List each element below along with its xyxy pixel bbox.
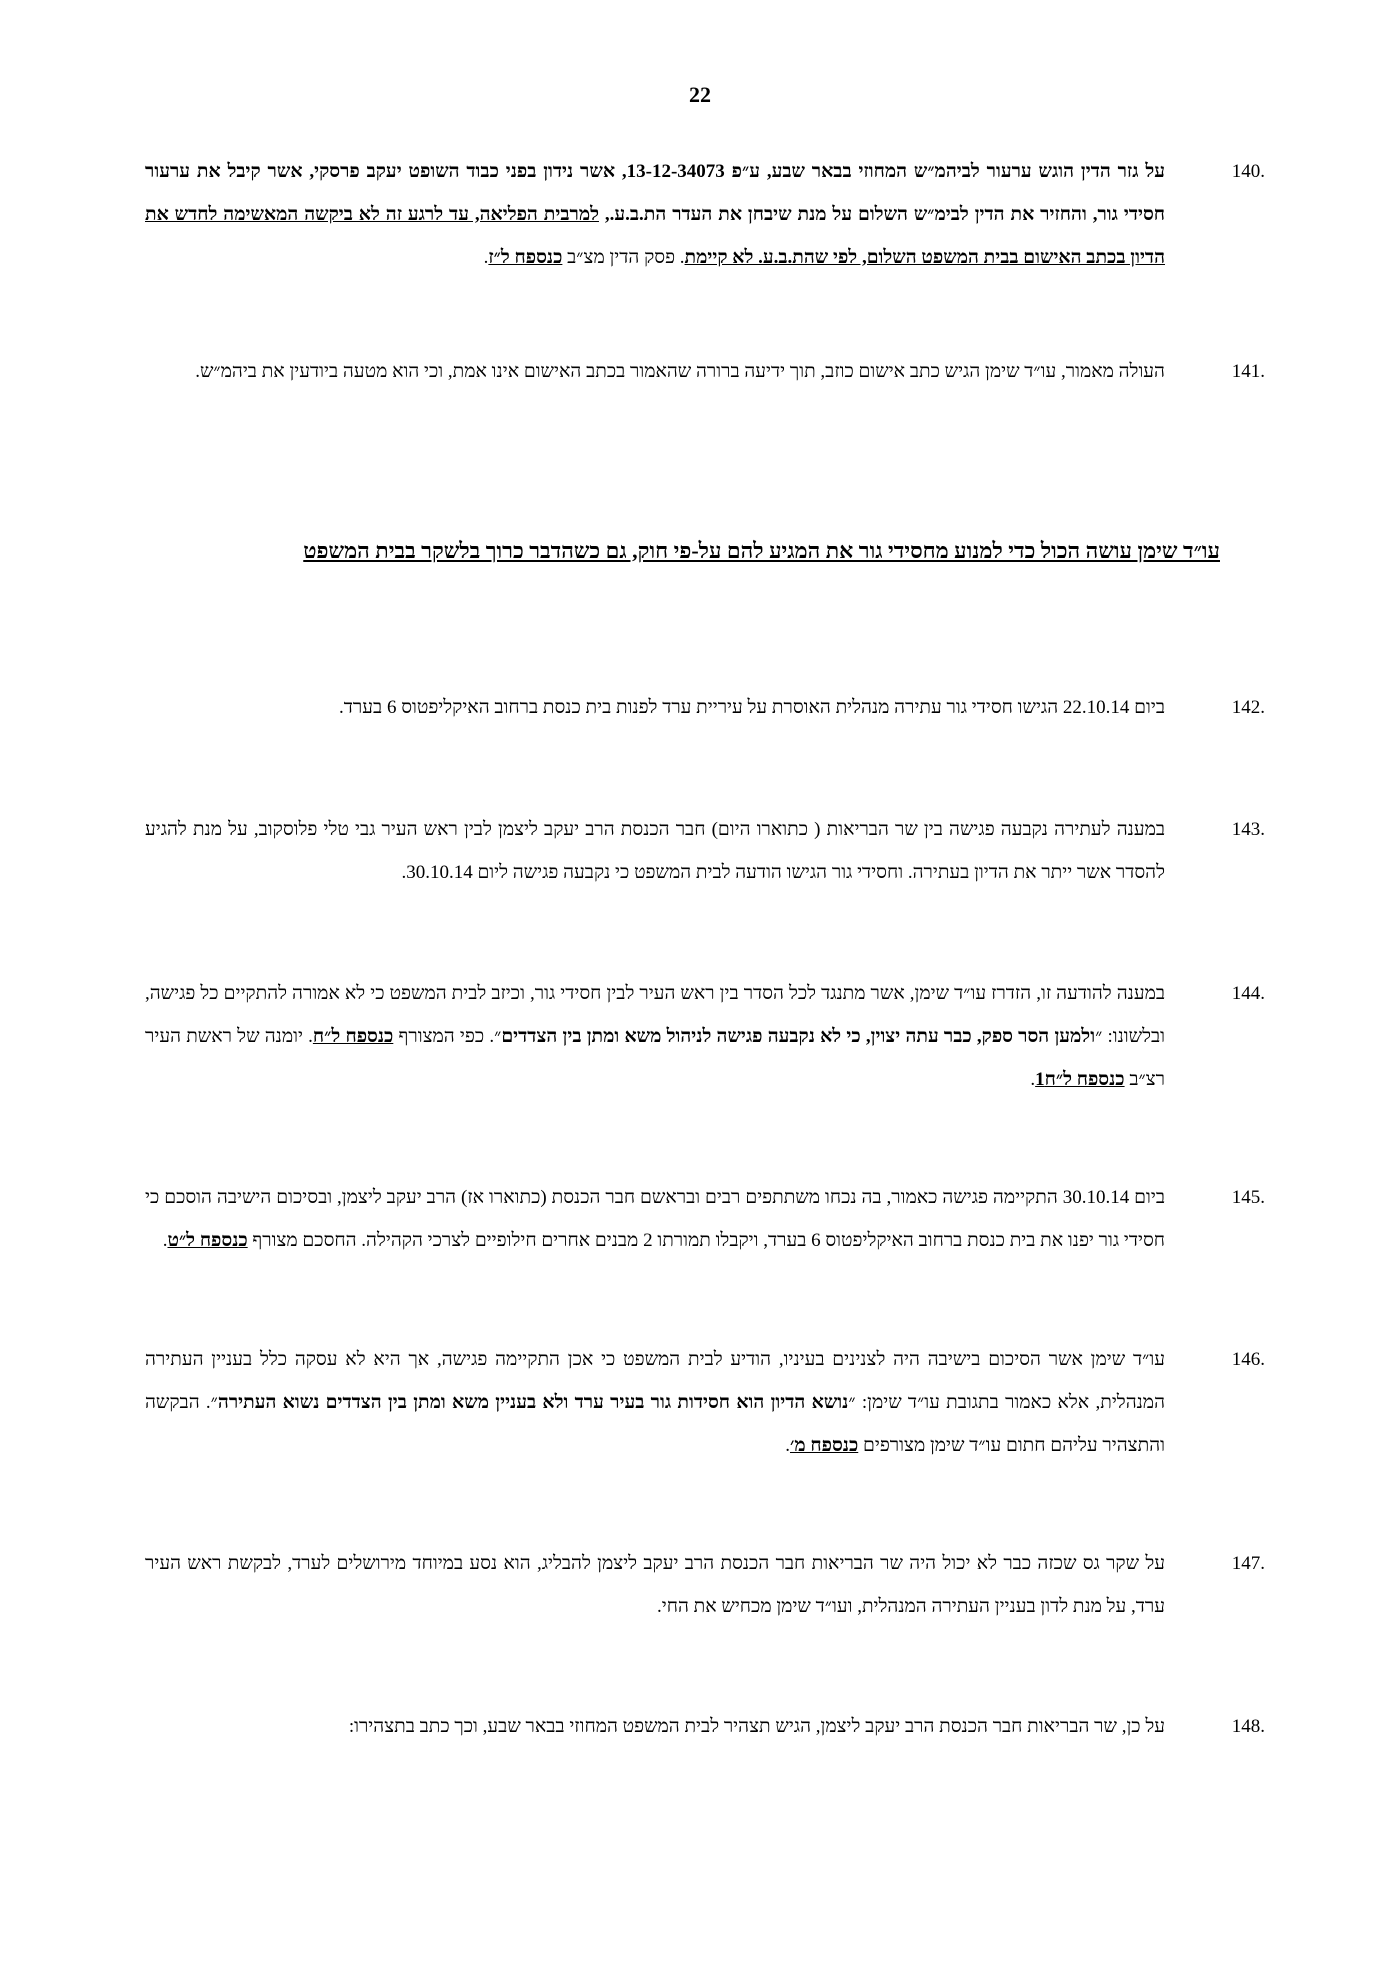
text-segment: נושא הדיון הוא חסידות גור בעיר ערד ולא בעניין משא ומתן בין הצדדים נשוא העתירה (217, 1392, 849, 1413)
paragraph-number: 141. (1231, 361, 1265, 382)
text-segment: . (483, 247, 489, 268)
paragraph-number: 140. (1231, 161, 1265, 182)
paragraph-text (145, 1338, 1165, 1467)
paragraph-145 (145, 1176, 1265, 1262)
text-segment: כנספח ל״ח1 (1035, 1069, 1125, 1090)
paragraph-143 (145, 808, 1265, 894)
paragraph-number: 147. (1231, 1553, 1265, 1574)
paragraph-number: 145. (1231, 1187, 1265, 1208)
text-segment: העולה מאמור, עו״ד שימן הגיש כתב אישום כוזב, תוך ידיעה ברורה שהאמור בכתב האישום אינו אמת, וכי הוא מטעה ביודעין את ביהמ״ש. (195, 361, 1165, 382)
paragraph-144 (145, 972, 1265, 1101)
page-number: 22 (689, 82, 711, 107)
paragraph-number: 148. (1231, 1716, 1265, 1737)
text-segment: . פסק הדין מצ״ב (562, 247, 685, 268)
paragraph-147 (145, 1542, 1265, 1628)
paragraph-text (145, 972, 1165, 1101)
paragraph-text (145, 150, 1165, 279)
text-segment: . יומנה של ראשת העיר רצ״ב (145, 1026, 1165, 1090)
paragraph-140 (145, 150, 1265, 279)
text-segment: על גזר הדין הוגש ערעור לביהמ״ש המחוזי בבאר שבע, ע״פ 13-12-34073, אשר נידון בפני כבוד השופט יעקב פרסקי, אשר קיבל את ערעור חסידי גור, והחזיר את הדין לבימ״ש השלום על מנת שיבחן את העדר הת.ב.ע., (145, 161, 1165, 225)
text-segment: . (162, 1230, 168, 1251)
paragraph-141 (145, 350, 1265, 393)
paragraph-text (145, 808, 1165, 894)
text-segment: ביום 30.10.14 התקיימה פגישה כאמור, בה נכחו משתתפים רבים ובראשם חבר הכנסת (כתוארו אז) הרב יעקב ליצמן, ובסיכום הישיבה הוסכם כי חסידי גור יפנו את בית כנסת ברחוב האיקליפטוס 6 בערד, ויקבלו תמורתו 2 מבנים אחרים חילופיים לצרכי הקהילה. החסכם מצורף (145, 1187, 1166, 1251)
text-segment: . (785, 1435, 790, 1456)
paragraph-146 (145, 1338, 1265, 1467)
text-segment: כנספח ל״ז (488, 247, 563, 268)
text-segment: כנספח מ׳ (789, 1435, 859, 1456)
paragraph-text (145, 350, 1165, 393)
paragraph-142 (145, 686, 1265, 729)
text-segment: למרבית הפליאה, עד לרגע זה לא ביקשה המאשימה לחדש את הדיון בכתב האישום בבית המשפט השלום, לפי שהת.ב.ע. לא קיימת (145, 204, 1165, 268)
paragraph-148 (145, 1705, 1265, 1748)
text-segment: ״. הבקשה והתצהיר עליהם חתום עו״ד שימן מצורפים (145, 1392, 1165, 1456)
paragraph-text (145, 686, 1165, 729)
text-segment: ״. כפי המצורף (393, 1026, 502, 1047)
text-segment: עו״ד שימן אשר הסיכום בישיבה היה לצנינים בעיניו, הודיע לבית המשפט כי אכן התקיימה פגישה, אך היא לא עסקה כלל בעניין העתירה המנהלית, אלא כאמור בתגובת עו״ד שימן: ״ (145, 1349, 1165, 1413)
text-segment: . (1030, 1069, 1036, 1090)
text-segment: ולמען הסר ספק, כבר עתה יצוין, כי לא נקבעה פגישה לניהול משא ומתן בין הצדדים (501, 1026, 1096, 1047)
text-segment: על כן, שר הבריאות חבר הכנסת הרב יעקב ליצמן, הגיש תצהיר לבית המשפט המחוזי בבאר שבע, וכך כתב בתצהירו: (348, 1716, 1165, 1737)
paragraph-number: 144. (1231, 983, 1265, 1004)
text-segment: כנספח ל״ח (312, 1026, 394, 1047)
text-segment: ביום 22.10.14 הגישו חסידי גור עתירה מנהלית האוסרת על עיריית ערד לפנות בית כנסת ברחוב האיקליפטוס 6 בערד. (339, 697, 1165, 718)
section-heading: עו״ד שימן עושה הכול כדי למנוע מחסידי גור את המגיע להם על-פי חוק, גם כשהדבר כרוך בלשקר בבית המשפט (303, 538, 1220, 563)
paragraph-number: 143. (1231, 819, 1265, 840)
text-segment: במענה להודעה זו, הזדרז עו״ד שימן, אשר מתנגד לכל הסדר בין ראש העיר לבין חסידי גור, וכיזב לבית המשפט כי לא אמורה להתקיים כל פגישה, ובלשונו: ״ (145, 983, 1166, 1047)
paragraph-number: 146. (1231, 1349, 1265, 1370)
text-segment: כנספח ל״ט (167, 1230, 248, 1251)
text-segment: במענה לעתירה נקבעה פגישה בין שר הבריאות ( כתוארו היום) חבר הכנסת הרב יעקב ליצמן לבין ראש העיר גבי טלי פלוסקוב, על מנת להגיע להסדר אשר ייתר את הדיון בעתירה. וחסידי גור הגישו הודעה לבית המשפט כי נקבעה פגישה ליום 30.10.14. (145, 819, 1165, 883)
paragraph-text (145, 1705, 1165, 1748)
paragraph-text (145, 1176, 1165, 1262)
text-segment: על שקר גס שכזה כבר לא יכול היה שר הבריאות חבר הכנסת הרב יעקב ליצמן להבליג, הוא נסע במיוחד מירושלים לערד, לבקשת ראש העיר ערד, על מנת לדון בעניין העתירה המנהלית, ועו״ד שימן מכחיש את החי. (145, 1553, 1165, 1617)
paragraph-number: 142. (1231, 697, 1265, 718)
paragraph-text (145, 1542, 1165, 1628)
